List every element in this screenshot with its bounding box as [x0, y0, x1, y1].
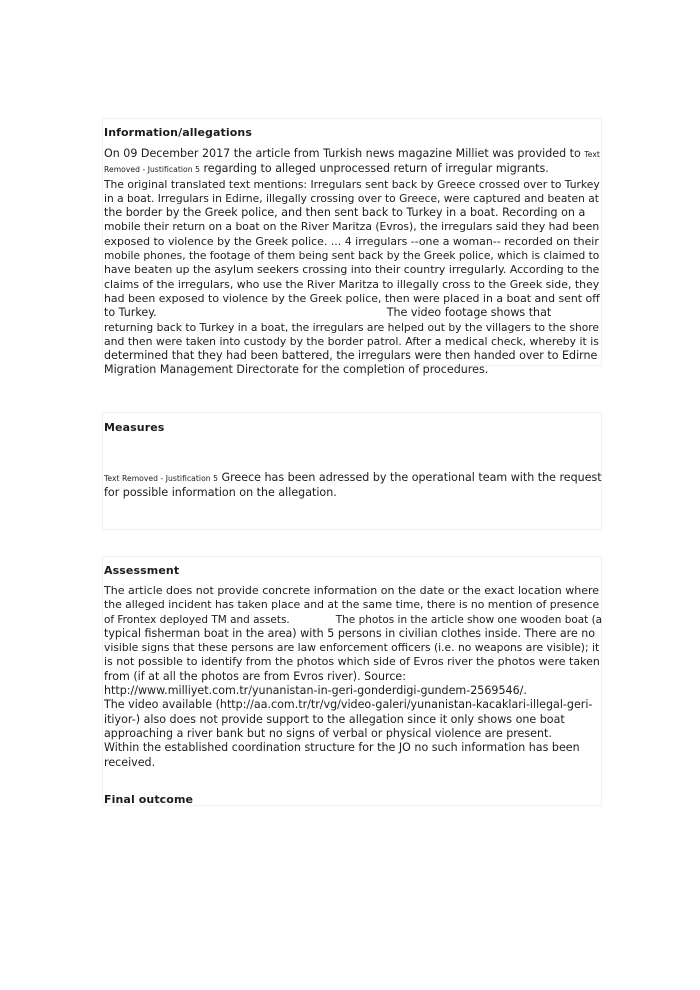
info-line: claims of the irregulars, who use the River Maritza to illegally cross to the Greek side, they: [104, 277, 600, 291]
info-line: The original translated text mentions: Irregulars sent back by Greece crossed over to Turkey: [104, 177, 600, 191]
assessment-line: of Frontex deployed TM and assets. The photos in the article show one wooden boat (a: [104, 613, 603, 626]
assessment-paragraph: [104, 584, 602, 770]
info-line: returning back to Turkey in a boat, the irregulars are helped out by the villagers to the shore: [104, 320, 599, 334]
info-line: mobile their return on a boat on the River Maritza (Evros), the irregulars said they had been: [104, 220, 600, 234]
info-line: have beaten up the asylum seekers crossing into their country irregularly. According to the: [104, 263, 600, 277]
assessment-line: from (if at all the photos are from Evros river). Source:: [104, 669, 406, 683]
info-line: in a boat. Irregulars in Edirne, illegally crossing over to Greece, were captured and beaten at: [104, 191, 599, 205]
source-url: http://www.milliyet.com.tr/yunanistan-in-geri-gonderdigi-gundem-2569546/.: [104, 684, 527, 698]
info-paragraph: [104, 147, 602, 378]
assessment-line: The video available (http://aa.com.tr/tr/vg/video-galeri/yunanistan-kacaklari-illegal-geri-: [104, 698, 593, 712]
assessment-line: is not possible to identify from the photos which side of Evros river the photos were taken: [104, 655, 600, 669]
info-line: Migration Management Directorate for the completion of procedures.: [104, 363, 489, 377]
measures-heading: Measures: [104, 421, 165, 434]
assessment-line: The article does not provide concrete information on the date or the exact location where: [104, 584, 600, 597]
info-line: determined that they had been battered, the irregulars were then handed over to Edirne: [104, 349, 598, 363]
assessment-line: typical fisherman boat in the area) with 5 persons in civilian clothes inside. There are no: [104, 626, 596, 640]
assessment-line: Within the established coordination structure for the JO no such information has been: [104, 741, 580, 755]
final-outcome-heading: Final outcome: [104, 793, 194, 806]
measures-line: for possible information on the allegation.: [104, 486, 337, 500]
info-line: Removed - Justification 5 regarding to alleged unprocessed return of irregular migrants.: [104, 162, 549, 176]
info-line: exposed to violence by the Greek police. ... 4 irregulars --one a woman-- recorded on their: [104, 234, 599, 248]
redaction-note: Text Removed - Justification 5: [104, 474, 218, 483]
assessment-line: visible signs that these persons are law enforcement officers (i.e. no weapons are visible); it: [104, 641, 600, 655]
info-line: mobile phones, the footage of them being sent back by the Greek police, which is claimed to: [104, 249, 600, 263]
measures-paragraph: [104, 471, 602, 501]
info-line: the border by the Greek police, and then sent back to Turkey in a boat. Recording on a: [104, 206, 586, 220]
assessment-line: itiyor-) also does not provide support to the allegation since it only shows one boat: [104, 712, 565, 726]
info-line: and then were taken into custody by the border patrol. After a medical check, whereby it is: [104, 334, 599, 348]
info-heading: Information/allegations: [104, 126, 252, 139]
assessment-heading: Assessment: [104, 564, 180, 577]
assessment-line: received.: [104, 755, 156, 769]
assessment-line: the alleged incident has taken place and at the same time, there is no mention of presence: [104, 598, 600, 612]
redaction-note: Text: [584, 150, 600, 159]
measures-line: Text Removed - Justification 5 Greece has been adressed by the operational team with the request: [104, 471, 602, 484]
info-line: On 09 December 2017 the article from Turkish news magazine Milliet was provided to Text: [104, 147, 600, 160]
info-line: to Turkey. The video footage shows that: [104, 306, 552, 320]
redaction-note: Removed - Justification 5: [104, 165, 200, 175]
assessment-line: approaching a river bank but no signs of verbal or physical violence are present.: [104, 726, 552, 740]
info-line: had been exposed to violence by the Greek police, then were placed in a boat and sent off: [104, 291, 600, 305]
